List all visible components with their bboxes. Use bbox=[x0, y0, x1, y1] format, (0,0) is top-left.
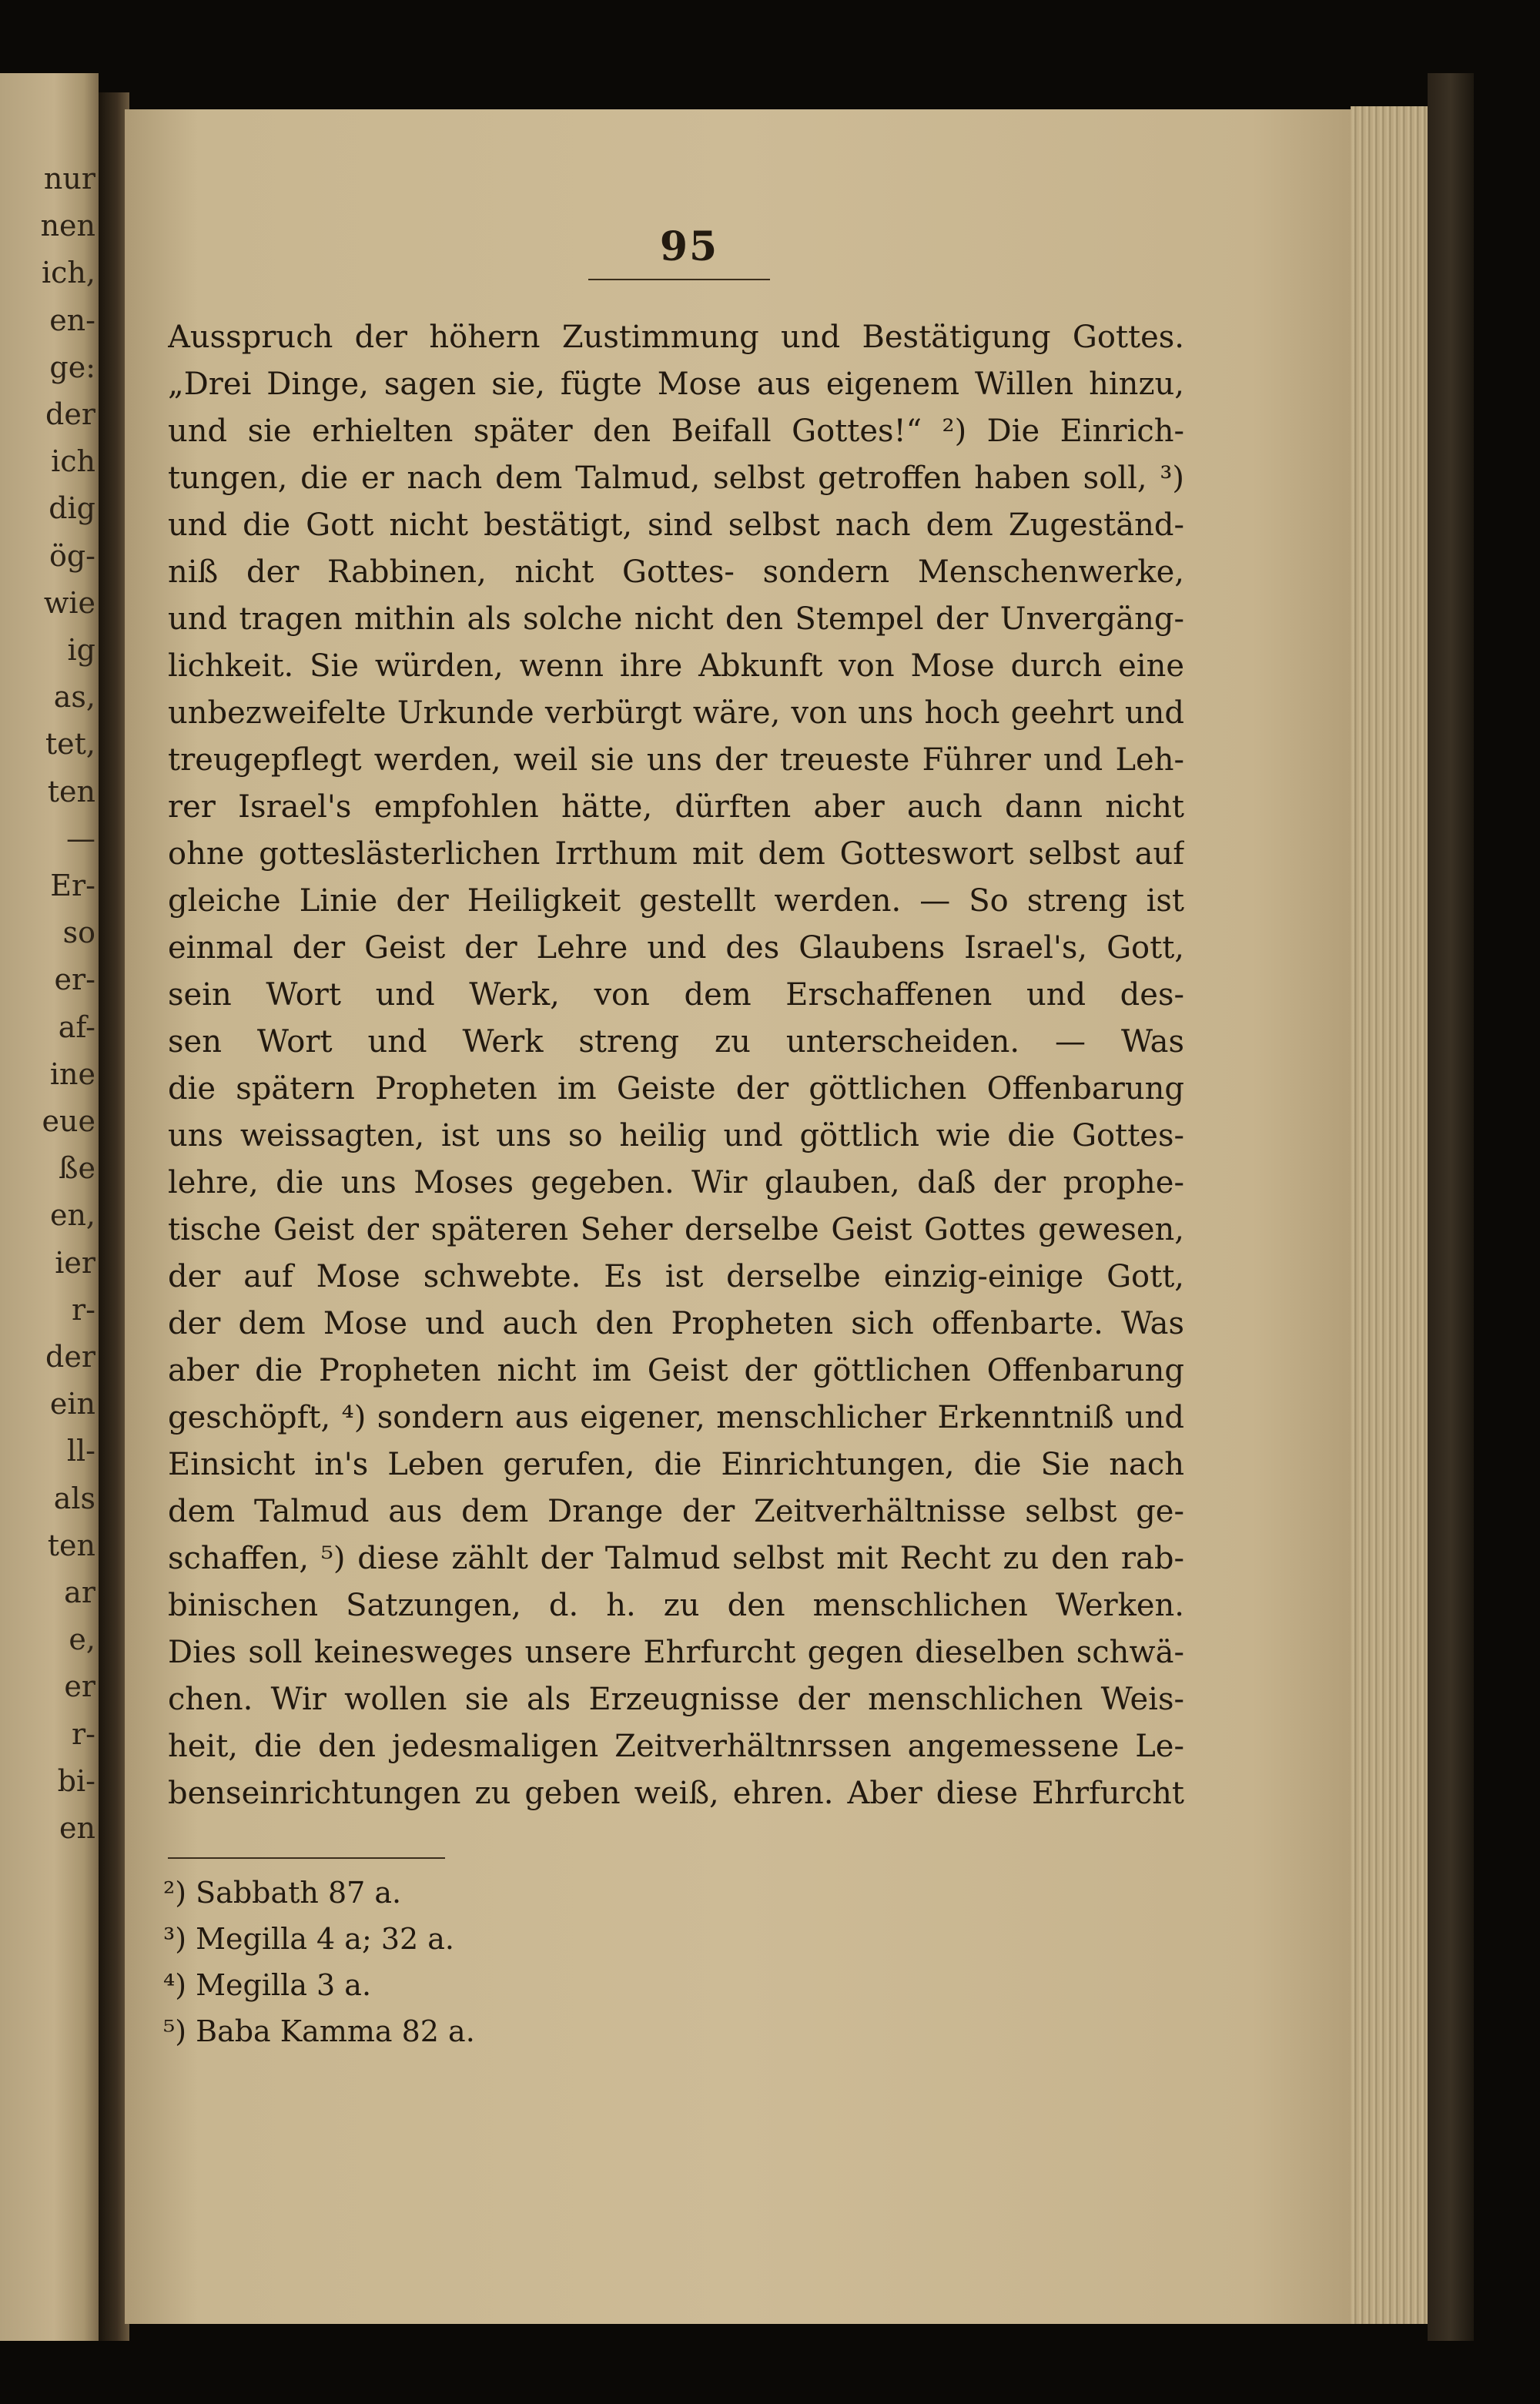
footnotes bbox=[163, 1870, 779, 2054]
page-number: 95 bbox=[659, 223, 719, 270]
facing-page-fragment: ig bbox=[67, 633, 95, 667]
text-line: unbezweifelte Urkunde verbürgt wäre, von uns hoch geehrt und bbox=[168, 695, 1184, 731]
text-line: aber die Propheten nicht im Geist der göttlichen Offenbarung bbox=[168, 1353, 1184, 1388]
text-line: der auf Mose schwebte. Es ist derselbe einzig-einige Gott, bbox=[168, 1259, 1184, 1294]
text-line: geschöpft, ⁴) sondern aus eigener, menschlicher Erkenntniß und bbox=[168, 1400, 1184, 1435]
facing-page-fragment: der bbox=[45, 1340, 95, 1374]
facing-page-left bbox=[0, 73, 99, 2341]
text-line: binischen Satzungen, d. h. zu den menschlichen Werken. bbox=[168, 1588, 1184, 1623]
facing-page-fragment: ine bbox=[49, 1056, 95, 1091]
facing-page-fragment: ße bbox=[59, 1151, 95, 1186]
facing-page-fragment: ier bbox=[55, 1245, 95, 1280]
facing-page-fragment: r- bbox=[71, 1716, 95, 1751]
footnote: ⁴) Megilla 3 a. bbox=[163, 1968, 372, 2002]
text-line: lichkeit. Sie würden, wenn ihre Abkunft von Mose durch eine bbox=[168, 648, 1184, 684]
facing-page-fragment: Er- bbox=[50, 869, 95, 902]
facing-page-fragment: en- bbox=[49, 303, 95, 337]
facing-page-text-fragments bbox=[0, 73, 99, 2341]
facing-page-fragment: e, bbox=[69, 1622, 95, 1657]
text-line: und sie erhielten später den Beifall Gottes!“ ²) Die Einrich- bbox=[168, 414, 1184, 449]
body-text bbox=[168, 314, 1184, 1817]
text-line: rer Israel's empfohlen hätte, dürften aber auch dann nicht bbox=[168, 789, 1184, 825]
text-line: niß der Rabbinen, nicht Gottes- sondern Menschenwerke, bbox=[168, 554, 1184, 590]
facing-page-fragment: r- bbox=[71, 1292, 95, 1327]
facing-page-fragment: er bbox=[64, 1669, 95, 1704]
text-line: gleiche Linie der Heiligkeit gestellt werden. — So streng ist bbox=[168, 883, 1184, 919]
facing-page-fragment: ein bbox=[49, 1387, 95, 1421]
text-line: sen Wort und Werk streng zu unterscheiden. — Was bbox=[168, 1024, 1184, 1060]
facing-page-fragment: af- bbox=[58, 1009, 95, 1044]
text-line: Dies soll keinesweges unsere Ehrfurcht gegen dieselben schwä- bbox=[168, 1635, 1184, 1670]
text-line: schaffen, ⁵) diese zählt der Talmud selbst mit Recht zu den rab- bbox=[168, 1541, 1184, 1576]
page-fore-edges bbox=[1351, 106, 1428, 2324]
facing-page-fragment: ll- bbox=[66, 1434, 95, 1468]
text-line: der dem Mose und auch den Propheten sich offenbarte. Was bbox=[168, 1306, 1184, 1341]
text-line: chen. Wir wollen sie als Erzeugnisse der menschlichen Weis- bbox=[168, 1682, 1184, 1717]
text-line: sein Wort und Werk, von dem Erschaffenen und des- bbox=[168, 977, 1184, 1013]
facing-page-fragment: als bbox=[53, 1481, 95, 1515]
footnote-rule bbox=[168, 1857, 445, 1859]
text-line: lehre, die uns Moses gegeben. Wir glauben, daß der prophe- bbox=[168, 1165, 1184, 1200]
text-line: tische Geist der späteren Seher derselbe Geist Gottes gewesen, bbox=[168, 1212, 1184, 1247]
facing-page-fragment: nen bbox=[40, 209, 95, 243]
facing-page-fragment: ich, bbox=[42, 256, 95, 290]
footnote: ²) Sabbath 87 a. bbox=[163, 1876, 402, 1910]
facing-page-fragment: ar bbox=[64, 1575, 95, 1609]
facing-page-fragment: ög- bbox=[49, 538, 95, 573]
facing-page-fragment: ich bbox=[51, 444, 95, 479]
text-line: benseinrichtungen zu geben weiß, ehren. Aber diese Ehrfurcht bbox=[168, 1776, 1184, 1811]
facing-page-fragment: en bbox=[59, 1811, 95, 1845]
header-rule bbox=[588, 279, 770, 280]
facing-page-fragment: ten bbox=[47, 774, 95, 809]
facing-page-fragment: eue bbox=[42, 1104, 95, 1138]
text-line: ohne gotteslästerlichen Irrthum mit dem Gotteswort selbst auf bbox=[168, 836, 1184, 872]
facing-page-fragment: bi- bbox=[57, 1763, 95, 1798]
facing-page-fragment: as, bbox=[53, 680, 95, 715]
facing-page-fragment: er- bbox=[54, 963, 95, 997]
text-line: treugepflegt werden, weil sie uns der treueste Führer und Leh- bbox=[168, 742, 1184, 778]
text-line: heit, die den jedesmaligen Zeitverhältnrssen angemessene Le- bbox=[168, 1729, 1184, 1764]
footnote: ³) Megilla 4 a; 32 a. bbox=[163, 1922, 455, 1956]
text-line: und die Gott nicht bestätigt, sind selbst nach dem Zugeständ- bbox=[168, 507, 1184, 543]
text-line: Einsicht in's Leben gerufen, die Einrichtungen, die Sie nach bbox=[168, 1447, 1184, 1482]
facing-page-fragment: tet, bbox=[45, 727, 95, 762]
facing-page-fragment: en, bbox=[49, 1198, 95, 1233]
text-line: dem Talmud aus dem Drange der Zeitverhältnisse selbst ge- bbox=[168, 1494, 1184, 1529]
facing-page-fragment: der bbox=[45, 397, 95, 431]
facing-page-fragment: ten bbox=[47, 1528, 95, 1562]
text-line: Ausspruch der höhern Zustimmung und Bestätigung Gottes. bbox=[168, 320, 1184, 355]
text-line: tungen, die er nach dem Talmud, selbst getroffen haben soll, ³) bbox=[168, 460, 1184, 496]
footnote: ⁵) Baba Kamma 82 a. bbox=[163, 2014, 475, 2048]
text-line: und tragen mithin als solche nicht den Stempel der Unvergäng- bbox=[168, 601, 1184, 637]
text-line: einmal der Geist der Lehre und des Glaubens Israel's, Gott, bbox=[168, 930, 1184, 966]
text-line: „Drei Dinge, sagen sie, fügte Mose aus eigenem Willen hinzu, bbox=[168, 367, 1184, 402]
book-cover-edge bbox=[1428, 73, 1474, 2341]
facing-page-fragment: wie bbox=[43, 585, 95, 620]
facing-page-fragment: ge: bbox=[49, 350, 95, 384]
facing-page-fragment: — bbox=[66, 821, 95, 855]
facing-page-fragment: dig bbox=[49, 491, 95, 526]
facing-page-fragment: nur bbox=[43, 162, 95, 196]
facing-page-fragment: so bbox=[62, 916, 95, 950]
text-line: uns weissagten, ist uns so heilig und göttlich wie die Gottes- bbox=[168, 1118, 1184, 1153]
text-line: die spätern Propheten im Geiste der göttlichen Offenbarung bbox=[168, 1071, 1184, 1107]
